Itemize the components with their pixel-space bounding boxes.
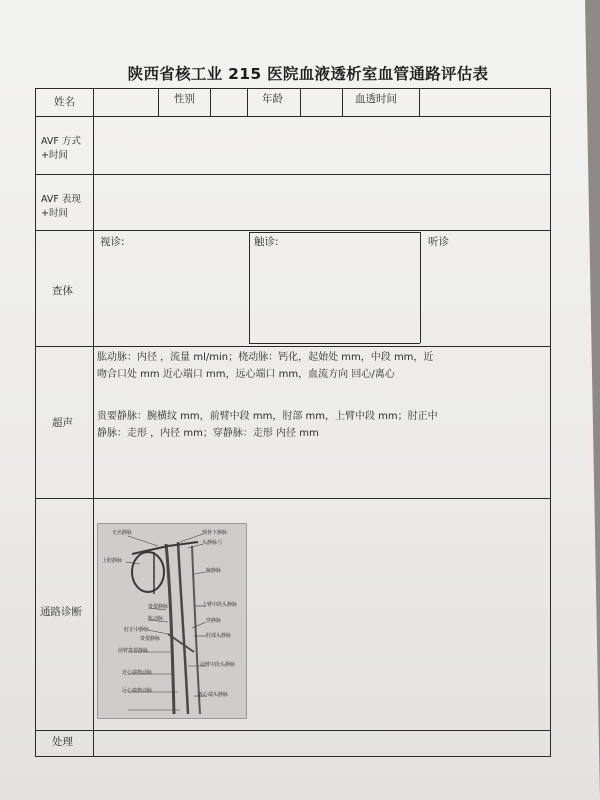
diagram-label: 头静脉弓: [202, 540, 223, 546]
exam-box-top: [249, 232, 420, 233]
diagram-label: 上腔静脉: [102, 558, 123, 564]
row1-divider-e: [342, 88, 343, 116]
dialysis-time-label: 血透时间: [355, 93, 397, 105]
row-divider-3: [35, 230, 551, 231]
diagram-label: 前臂贵要静脉: [118, 648, 149, 654]
diagram-label: 腋静脉: [206, 568, 222, 574]
diagram-label: 肘正中静脉: [124, 627, 150, 633]
gender-label: 性别: [174, 93, 195, 105]
diagram-label: 上臂中段头静脉: [202, 602, 238, 608]
row1-divider-d: [300, 88, 301, 116]
diagram-label: 前臂中段头静脉: [200, 662, 236, 668]
row1-divider-b: [210, 88, 211, 116]
artery-measurements-line1: 肱动脉：内径 ，流量 ml/min；桡动脉：钙化，起始处 mm，中段 mm，近: [97, 352, 434, 363]
table-border-left: [35, 88, 36, 757]
diagram-label: 穿静脉: [206, 618, 222, 624]
table-divider-label-column: [93, 88, 94, 757]
avf-method-label-line1: AVF 方式: [41, 136, 81, 147]
ultrasound-label: 超声: [52, 417, 73, 429]
diagram-label: 贵要静脉: [148, 604, 169, 610]
diagram-label: 锁骨下静脉: [202, 530, 228, 536]
row-divider-2: [35, 174, 551, 175]
vascular-access-diagram: [97, 523, 247, 719]
diagram-label: 远心端桡动脉: [122, 688, 153, 694]
exam-box-bottom: [249, 343, 420, 344]
row1-divider-c: [247, 88, 248, 116]
name-label: 姓名: [54, 96, 75, 108]
row-divider-5: [35, 498, 551, 499]
palpation-label: 触诊:: [254, 236, 279, 248]
artery-measurements-line2: 吻合口处 mm 近心端口 mm，远心端口 mm，血流方向 回心/离心: [97, 369, 395, 380]
diagnosis-label: 通路诊断: [40, 606, 82, 618]
diagram-label: 贵要静脉: [140, 636, 161, 642]
table-border-top: [35, 88, 551, 89]
vein-measurements-line2: 静脉：走形 ，内径 mm；穿静脉：走形 内径 mm: [97, 428, 319, 439]
avf-presentation-label-line2: +时间: [41, 208, 68, 219]
inspection-label: 视诊:: [100, 236, 125, 248]
exam-box-left: [249, 232, 250, 343]
avf-presentation-label-line1: AVF 表现: [41, 194, 81, 205]
table-border-bottom: [35, 756, 551, 757]
row-divider-1: [35, 116, 551, 117]
auscultation-label: 听诊: [428, 236, 449, 248]
age-label: 年龄: [262, 93, 283, 105]
row1-divider-f: [419, 88, 420, 116]
vein-anatomy-illustration: [98, 524, 246, 718]
form-title: 陕西省核工业 215 医院血液透析室血管通路评估表: [127, 65, 489, 83]
diagram-label: 无名静脉: [112, 530, 133, 536]
exam-box-right: [420, 232, 421, 343]
vein-measurements-line1: 贵要静脉：腕横纹 mm，前臂中段 mm，肘部 mm，上臂中段 mm；肘正中: [97, 411, 438, 422]
diagram-label: 近心端桡动脉: [122, 670, 153, 676]
avf-method-label-line2: +时间: [41, 150, 68, 161]
row-divider-6: [35, 730, 551, 731]
treatment-label: 处理: [52, 736, 73, 748]
diagram-label: 肱动脉: [148, 616, 164, 622]
row-divider-4: [35, 346, 551, 347]
row1-divider-a: [158, 88, 159, 116]
diagram-label: 肘部头静脉: [206, 633, 232, 639]
exam-label: 查体: [52, 285, 73, 297]
diagram-label: 近心端头静脉: [198, 692, 229, 698]
